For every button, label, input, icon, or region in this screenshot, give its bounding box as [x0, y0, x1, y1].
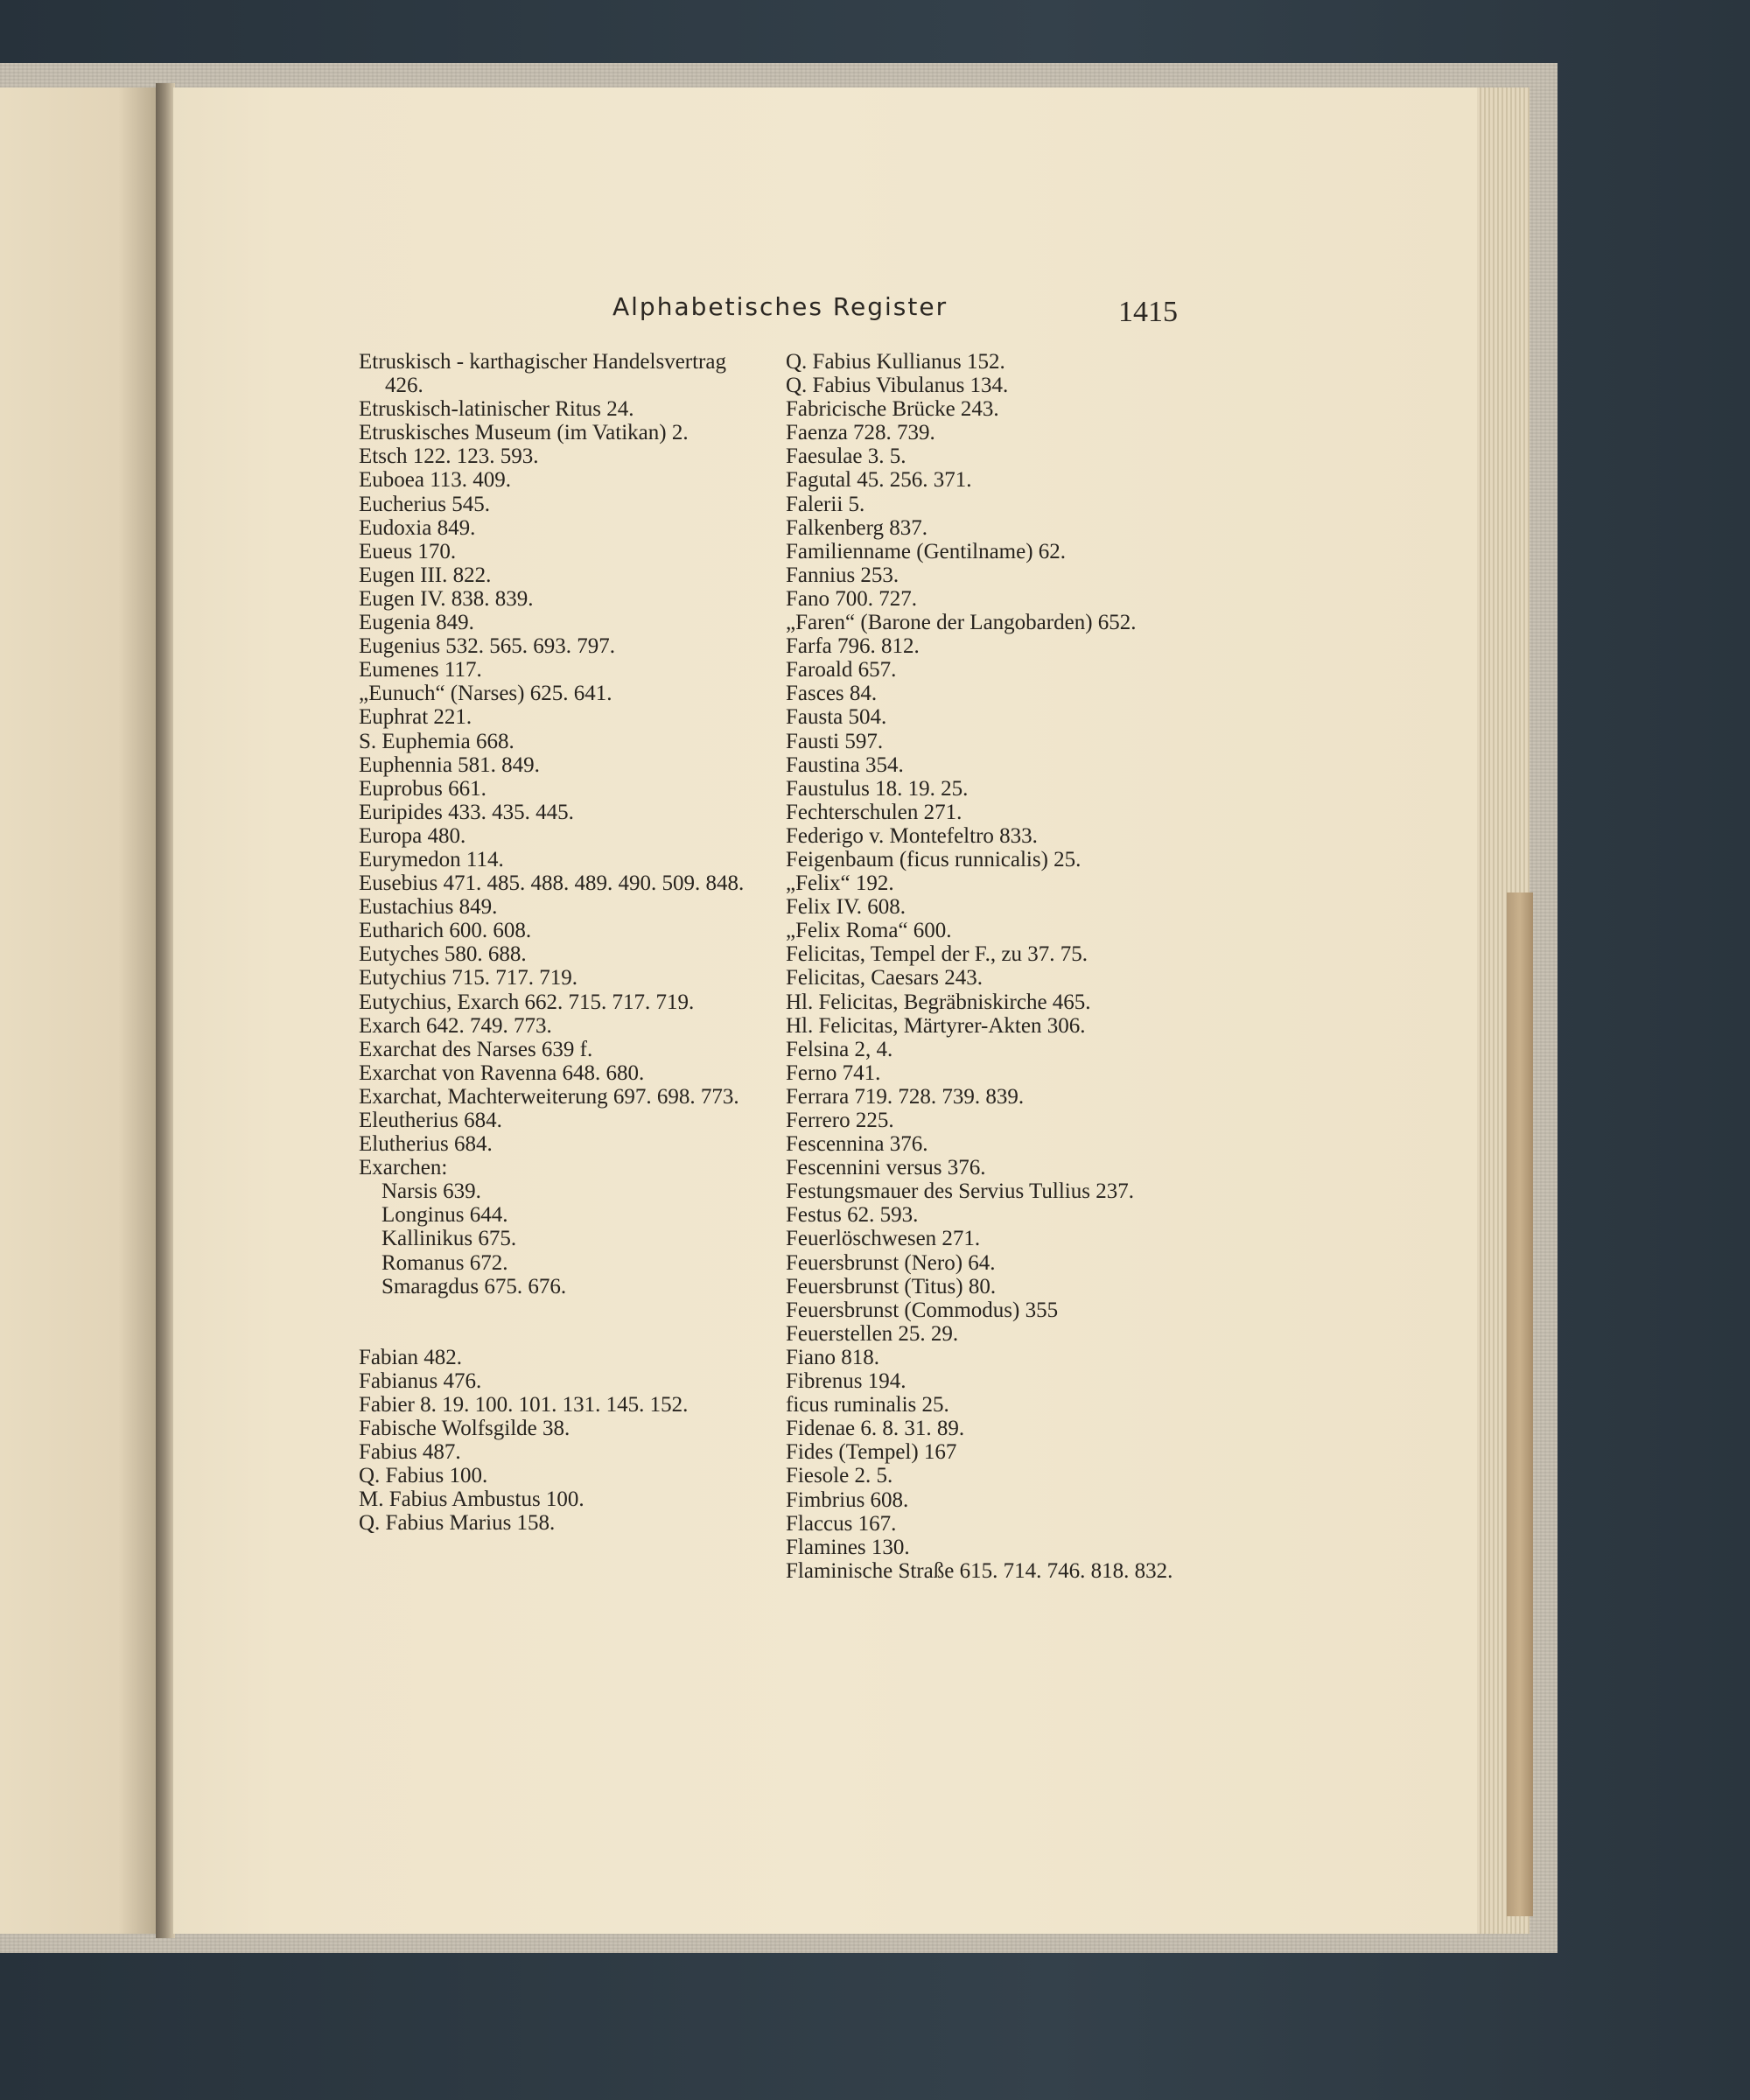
index-entry: Fiano 818.	[786, 1345, 879, 1369]
index-entry: Eustachius 849.	[359, 895, 498, 920]
running-header: Alphabetisches Register	[612, 292, 948, 321]
index-entry: Fescennini versus 376.	[786, 1156, 986, 1180]
index-entry: Flaccus 167.	[786, 1511, 897, 1536]
index-entry: Fasces 84.	[786, 682, 878, 706]
index-entry: Faustulus 18. 19. 25.	[786, 776, 969, 801]
index-entry: Felicitas, Caesars 243.	[786, 966, 983, 990]
left-page-edge	[0, 88, 158, 1934]
index-entry: Smaragdus 675. 676.	[382, 1274, 567, 1298]
index-entry: Familienname (Gentilname) 62.	[786, 539, 1067, 564]
index-entry: Flamines 130.	[786, 1535, 910, 1559]
index-entry: Etruskisch - karthagischer Handelsvertrag 426.	[359, 350, 726, 398]
index-entry: Europa 480.	[359, 823, 466, 848]
index-column-left	[359, 350, 752, 1536]
index-entry: Felix IV. 608.	[786, 895, 906, 920]
index-entry: Q. Fabius 100.	[359, 1464, 488, 1488]
index-entry: Elutherius 684.	[359, 1132, 493, 1157]
index-entry: Feigenbaum (ficus runnicalis) 25.	[786, 847, 1082, 872]
index-entry: Fechterschulen 271.	[786, 800, 962, 824]
index-entry: Feuersbrunst (Commodus) 355	[786, 1298, 1059, 1322]
index-entry: Ferrara 719. 728. 739. 839.	[786, 1084, 1025, 1109]
index-entry: Etruskisch-latinischer Ritus 24.	[359, 397, 634, 422]
page-number: 1415	[1118, 296, 1178, 328]
index-entry: Fabier 8. 19. 100. 101. 131. 145. 152.	[359, 1392, 689, 1417]
index-entry: Exarchat von Ravenna 648. 680.	[359, 1060, 645, 1085]
index-entry: Euphennia 581. 849.	[359, 752, 540, 777]
index-entry: „Eunuch“ (Narses) 625. 641.	[359, 682, 612, 706]
index-entry: Kallinikus 675.	[382, 1227, 517, 1251]
index-entry: Eugenius 532. 565. 693. 797.	[359, 634, 616, 659]
index-entry: Faenza 728. 739.	[786, 421, 935, 445]
index-entry: „Faren“ (Barone der Langobarden) 652.	[786, 611, 1137, 635]
index-entry: Eleutherius 684.	[359, 1109, 502, 1132]
index-entry: S. Euphemia 668.	[359, 729, 514, 753]
index-entry: Exarchat, Machterweiterung 697. 698. 773.	[359, 1084, 739, 1109]
index-entry: Flaminische Straße 615. 714. 746. 818. 832.	[786, 1558, 1173, 1583]
index-entry: Q. Fabius Vibulanus 134.	[786, 374, 1009, 398]
index-entry: Eusebius 471. 485. 488. 489. 490. 509. 848.	[359, 872, 745, 896]
index-entry: Euboea 113. 409.	[359, 468, 512, 493]
index-entry: Feuerstellen 25. 29.	[786, 1321, 959, 1346]
index-entry: Narsis 639.	[382, 1180, 481, 1204]
index-entry: Ferrero 225.	[786, 1109, 894, 1132]
index-entry: Romanus 672.	[382, 1250, 508, 1275]
index-entry: Fescennina 376.	[786, 1132, 928, 1157]
index-entry: Etruskisches Museum (im Vatikan) 2.	[359, 421, 689, 445]
index-entry: Fabricische Brücke 243.	[786, 397, 999, 422]
index-entry: Feuerlöschwesen 271.	[786, 1227, 981, 1251]
index-entry: Fimbrius 608.	[786, 1488, 909, 1512]
index-entry: Fibrenus 194.	[786, 1369, 906, 1394]
index-entry: Ferno 741.	[786, 1060, 881, 1085]
index-entry: Eutychius 715. 717. 719.	[359, 966, 578, 990]
index-entry: Festungsmauer des Servius Tullius 237.	[786, 1180, 1134, 1204]
index-entry: Eugen IV. 838. 839.	[359, 586, 534, 611]
index-entry: Euphrat 221.	[359, 705, 472, 730]
index-entry: „Felix“ 192.	[786, 872, 894, 896]
index-entry: Fano 700. 727.	[786, 586, 917, 611]
index-entry: Fagutal 45. 256. 371.	[786, 468, 972, 493]
index-entry: Eutharich 600. 608.	[359, 919, 532, 943]
index-entry: Exarchat des Narses 639 f.	[359, 1037, 593, 1061]
index-entry: Fausta 504.	[786, 705, 887, 730]
index-entry: Eugen III. 822.	[359, 563, 492, 587]
index-entry: Faroald 657.	[786, 658, 897, 682]
index-entry: Fides (Tempel) 167	[786, 1440, 957, 1465]
index-entry: Fausti 597.	[786, 729, 884, 753]
index-entry: Fabische Wolfsgilde 38.	[359, 1417, 570, 1441]
index-entry: M. Fabius Ambustus 100.	[359, 1488, 584, 1512]
index-entry: Eucherius 545.	[359, 492, 490, 516]
index-entry: Hl. Felicitas, Begräbniskirche 465.	[786, 990, 1091, 1014]
index-entry: Fidenae 6. 8. 31. 89.	[786, 1417, 965, 1441]
index-entry: Feuersbrunst (Nero) 64.	[786, 1250, 996, 1275]
index-entry: Felsina 2, 4.	[786, 1037, 893, 1061]
index-entry: Eurymedon 114.	[359, 847, 504, 872]
index-entry: Falerii 5.	[786, 492, 865, 516]
index-entry: Eudoxia 849.	[359, 515, 476, 540]
index-entry: Fabian 482.	[359, 1345, 463, 1369]
index-entry: Longinus 644.	[382, 1203, 508, 1228]
index-entry: Fabianus 476.	[359, 1368, 482, 1393]
index-entry: Eueus 170.	[359, 539, 457, 564]
index-entry: Euprobus 661.	[359, 776, 486, 801]
index-entry: Euripides 433. 435. 445.	[359, 800, 574, 824]
index-entry: Faesulae 3. 5.	[786, 444, 906, 469]
book-gutter	[156, 83, 175, 1938]
index-entry: Federigo v. Montefeltro 833.	[786, 823, 1038, 848]
index-entry: Felicitas, Tempel der F., zu 37. 75.	[786, 942, 1088, 967]
index-entry: Fiesole 2. 5.	[786, 1464, 893, 1488]
index-entry: ficus ruminalis 25.	[786, 1393, 949, 1418]
index-entry: Hl. Felicitas, Märtyrer-Akten 306.	[786, 1013, 1086, 1038]
index-entry: Eugenia 849.	[359, 611, 474, 635]
index-entry: Faustina 354.	[786, 752, 904, 777]
index-entry: Eutychius, Exarch 662. 715. 717. 719.	[359, 990, 695, 1014]
index-entry: Etsch 122. 123. 593.	[359, 444, 539, 469]
index-entry: Exarchen:	[359, 1156, 448, 1180]
index-entry: „Felix Roma“ 600.	[786, 919, 952, 943]
index-entry: Eumenes 117.	[359, 658, 482, 682]
index-entry: Festus 62. 593.	[786, 1203, 919, 1228]
index-entry: Falkenberg 837.	[786, 515, 928, 540]
index-entry: Q. Fabius Kullianus 152.	[786, 350, 1005, 374]
index-entry: Fabius 487.	[359, 1440, 461, 1465]
index-column-right	[786, 350, 1180, 1583]
index-entry: Fannius 253.	[786, 563, 900, 587]
index-entry: Q. Fabius Marius 158.	[359, 1511, 556, 1536]
index-entry: Eutyches 580. 688.	[359, 942, 527, 967]
bookmark-ribbon	[1507, 892, 1533, 1916]
index-entry: Farfa 796. 812.	[786, 634, 920, 659]
index-entry: Exarch 642. 749. 773.	[359, 1013, 552, 1038]
index-entry: Feuersbrunst (Titus) 80.	[786, 1274, 997, 1298]
